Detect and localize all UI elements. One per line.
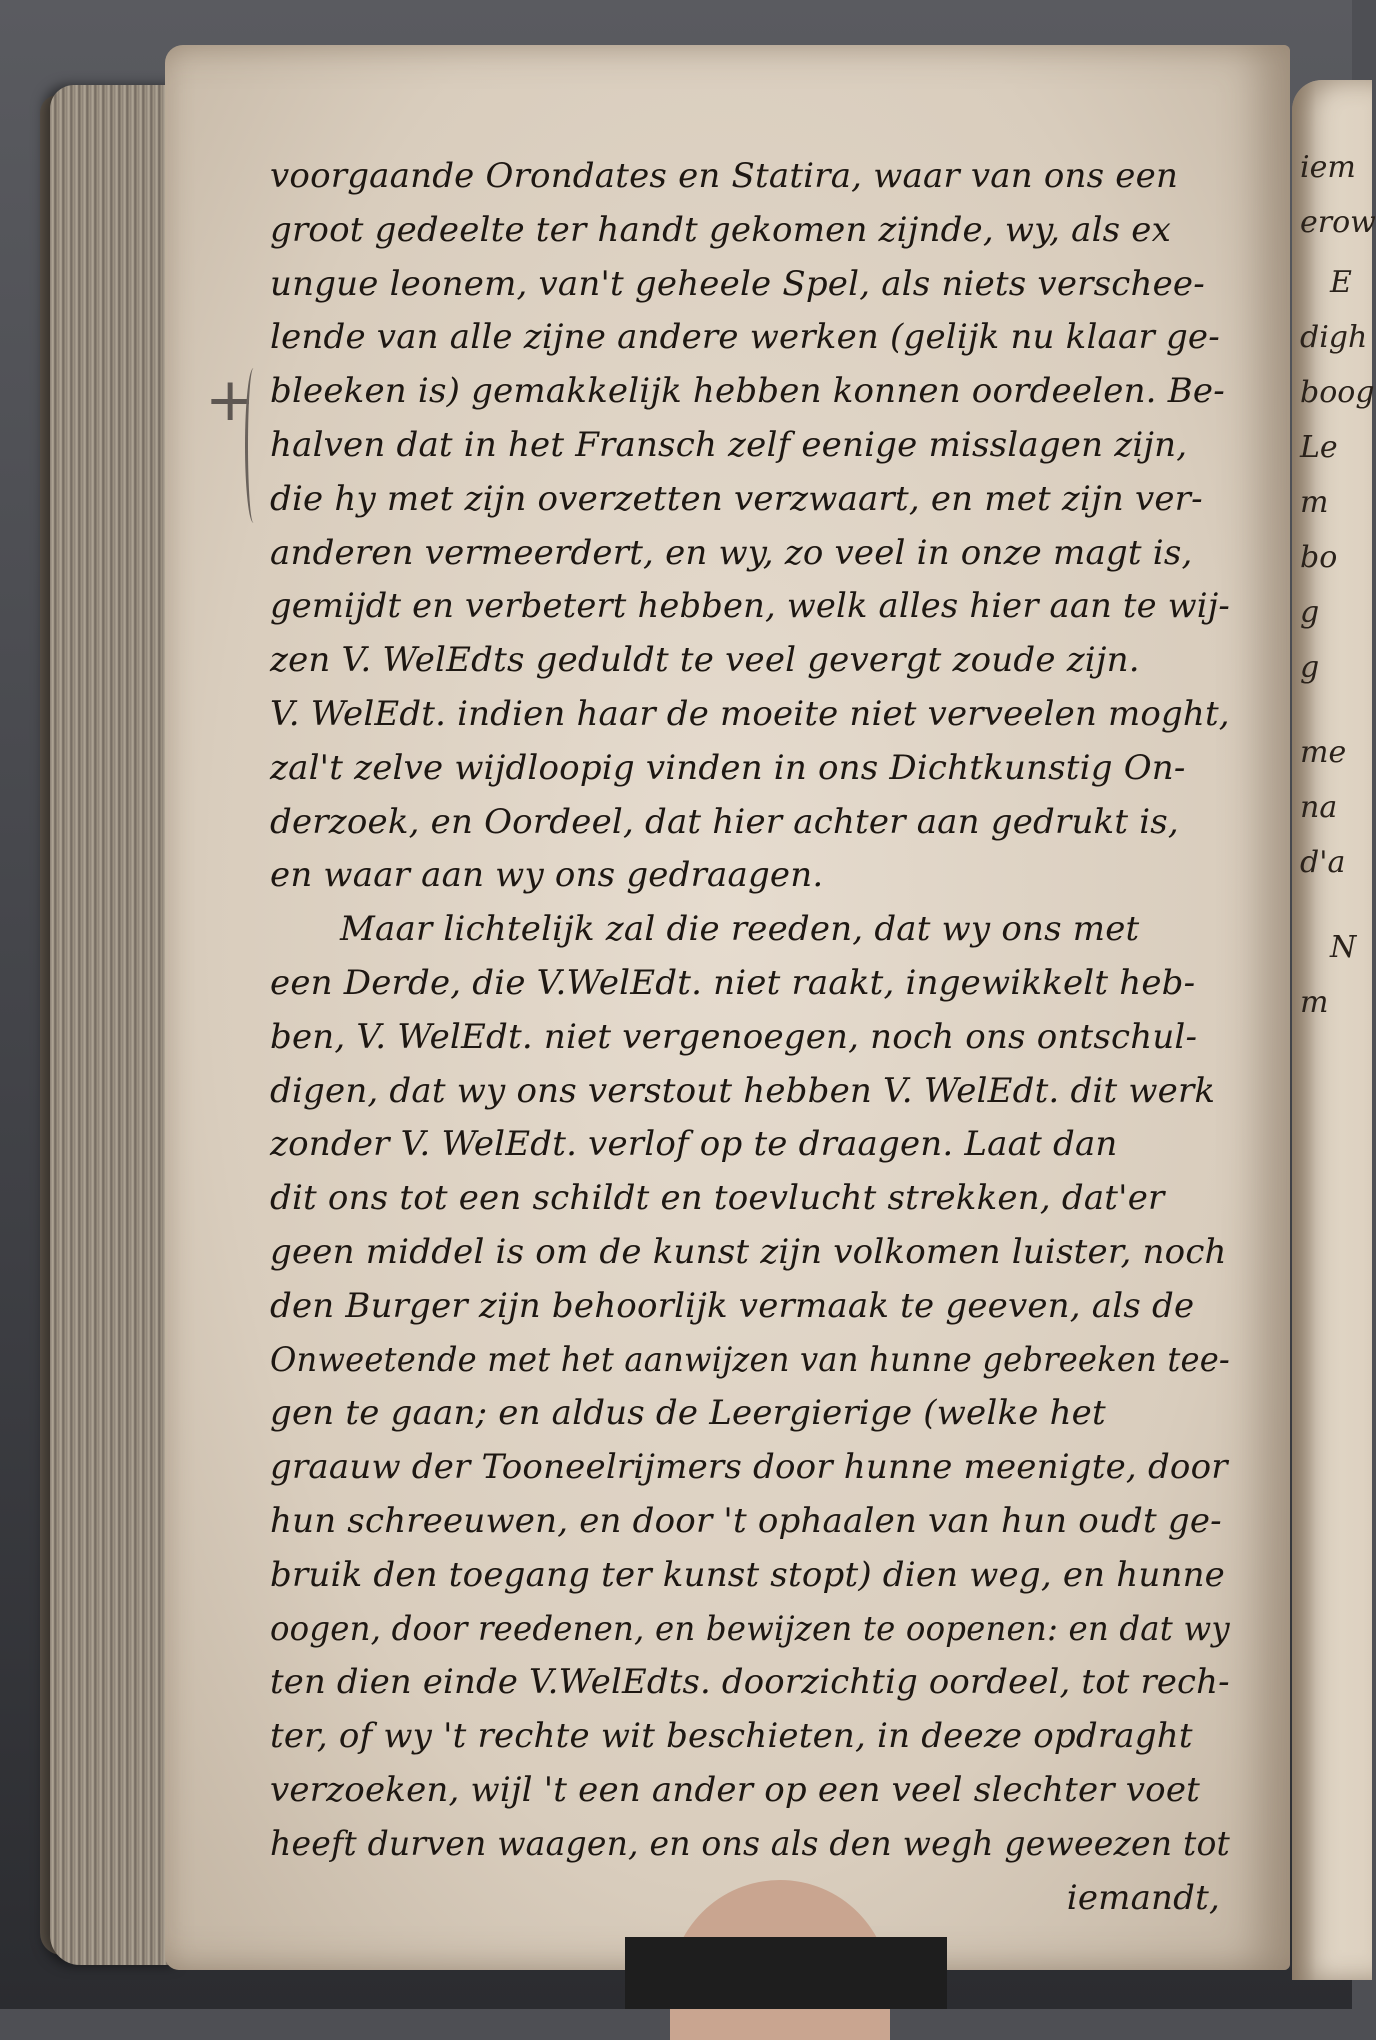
facing-page-fragment: E — [1330, 265, 1352, 300]
facing-page-fragment: na — [1300, 790, 1338, 825]
margin-plus-mark: + — [205, 365, 256, 435]
text-line: lende van alle zijne andere werken (gelijk nu klaar ge- — [270, 317, 1220, 358]
page-edges — [50, 85, 180, 1965]
facing-page-fragment: m — [1300, 985, 1329, 1020]
black-tab — [625, 1937, 947, 2009]
text-line: Maar lichtelijk zal die reeden, dat wy ons met — [340, 909, 1140, 950]
text-line: verzoeken, wijl 't een ander op een veel slechter voet — [270, 1769, 1201, 1810]
facing-page-fragment: me — [1300, 735, 1347, 770]
text-line: voorgaande Orondates en Statira, waar van ons een — [270, 156, 1179, 196]
facing-page-fragment: N — [1330, 930, 1357, 965]
text-line: halven dat in het Fransch zelf eenige misslagen zijn, — [270, 424, 1188, 465]
facing-page-fragment: erow — [1300, 205, 1376, 240]
text-line: anderen vermeerdert, en wy, zo veel in onze magt is, — [270, 532, 1193, 573]
text-line: hun schreeuwen, en door 't ophaalen van hun oudt ge- — [270, 1500, 1222, 1541]
facing-page-fragment: m — [1300, 485, 1329, 520]
text-line: ter, of wy 't rechte wit beschieten, in deeze opdraght — [270, 1716, 1193, 1757]
text-line: bruik den toegang ter kunst stopt) dien weg, en hunne — [270, 1554, 1225, 1595]
catchword: iemandt, — [1066, 1877, 1220, 1918]
text-line: dit ons tot een schildt en toevlucht strekken, dat'er — [270, 1178, 1165, 1219]
facing-page — [1292, 80, 1372, 1980]
text-line: groot gedeelte ter handt gekomen zijnde, wy, als ex — [270, 209, 1171, 250]
text-line: gen te gaan; en aldus de Leergierige (welke het — [270, 1393, 1106, 1434]
text-line: zen V. WelEdts geduldt te veel gevergt zoude zijn. — [270, 640, 1140, 681]
facing-page-fragment: d'a — [1300, 845, 1346, 880]
text-line: derzoek, en Oordeel, dat hier achter aan gedrukt is, — [270, 801, 1179, 842]
facing-page-fragment: digh — [1300, 320, 1368, 355]
text-line: V. WelEdt. indien haar de moeite niet verveelen moght, — [270, 693, 1230, 734]
page-text — [270, 150, 1230, 1925]
text-line: ten dien einde V.WelEdts. doorzichtig oordeel, tot rech- — [270, 1662, 1230, 1703]
facing-page-fragment: bo — [1300, 540, 1338, 575]
text-line: graauw der Tooneelrijmers door hunne meenigte, door — [270, 1447, 1228, 1488]
facing-page-fragment: iem — [1300, 150, 1356, 185]
facing-page-fragment: g — [1300, 595, 1320, 630]
facing-page-fragment: boog — [1300, 375, 1375, 410]
text-line: en waar aan wy ons gedraagen. — [270, 855, 824, 896]
text-line: die hy met zijn overzetten verzwaart, en met zijn ver- — [270, 478, 1203, 519]
text-line: bleeken is) gemakkelijk hebben konnen oordeelen. Be- — [270, 371, 1225, 412]
text-line: zonder V. WelEdt. verlof op te draagen. Laat dan — [270, 1124, 1118, 1165]
text-line: een Derde, die V.WelEdt. niet raakt, ingewikkelt heb- — [270, 962, 1196, 1003]
text-line: ben, V. WelEdt. niet vergenoegen, noch ons ontschul- — [270, 1016, 1198, 1057]
facing-page-fragment: g — [1300, 650, 1320, 685]
text-line: zal't zelve wijdloopig vinden in ons Dichtkunstig On- — [270, 747, 1186, 788]
text-line: oogen, door reedenen, en bewijzen te oopenen: en dat wy — [270, 1608, 1230, 1649]
text-line: ungue leonem, van't geheele Spel, als niets verschee- — [270, 263, 1205, 304]
margin-bracket — [245, 368, 262, 523]
text-line: digen, dat wy ons verstout hebben V. WelEdt. dit werk — [270, 1070, 1216, 1111]
facing-page-fragment: Le — [1300, 430, 1338, 465]
text-line: heeft durven waagen, en ons als den wegh geweezen tot — [270, 1823, 1231, 1864]
text-line: gemijdt en verbetert hebben, welk alles hier aan te wij- — [270, 586, 1230, 627]
text-line: den Burger zijn behoorlijk vermaak te geeven, als de — [270, 1285, 1195, 1326]
text-line: Onweetende met het aanwijzen van hunne gebreeken tee- — [270, 1339, 1230, 1380]
text-line: geen middel is om de kunst zijn volkomen luister, noch — [270, 1231, 1227, 1272]
